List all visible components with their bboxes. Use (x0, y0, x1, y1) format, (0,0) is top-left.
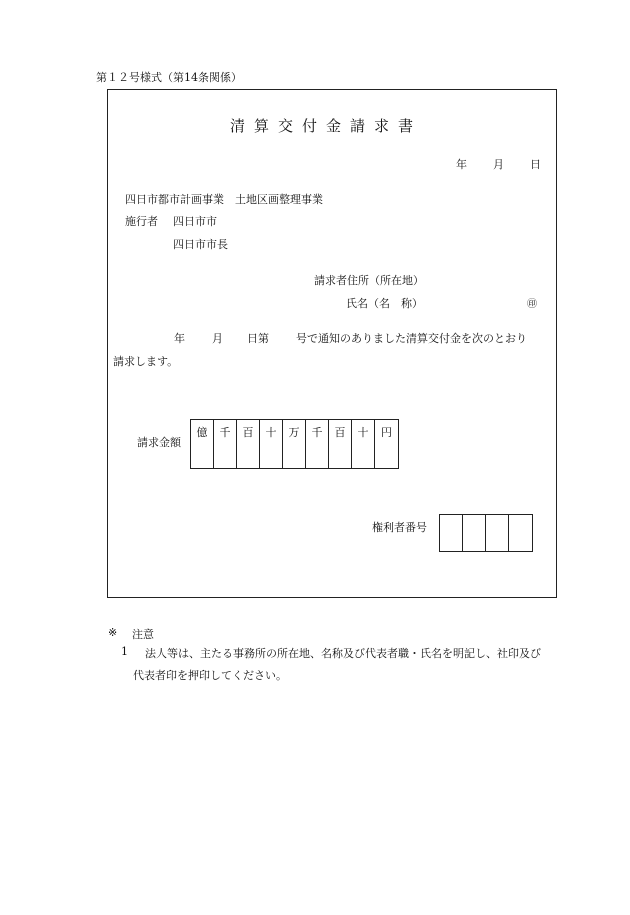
amount-cell[interactable] (260, 420, 283, 468)
date-year-label: 年 (456, 158, 467, 171)
body-line2: 請求します。 (113, 355, 179, 368)
note-number: 1 (121, 645, 128, 658)
amount-unit: 百 (334, 426, 346, 439)
amount-unit: 十 (265, 426, 277, 439)
form-title: 清算交付金請求書 (230, 117, 423, 135)
amount-cell[interactable] (329, 420, 352, 468)
amount-unit: 十 (357, 426, 369, 439)
rights-holder-cell[interactable] (509, 515, 532, 551)
body-month: 月 (212, 332, 223, 345)
claimant-address-label: 請求者住所（所在地） (314, 274, 424, 287)
notes-heading: 注意 (132, 628, 154, 641)
date-day-label: 日 (530, 158, 541, 171)
amount-grid (190, 419, 399, 469)
rights-holder-grid (439, 514, 533, 552)
amount-unit: 万 (288, 426, 300, 439)
rights-holder-cell[interactable] (486, 515, 509, 551)
notes-mark: ※ (108, 626, 118, 639)
rights-holder-cell[interactable] (440, 515, 463, 551)
amount-cell[interactable] (214, 420, 237, 468)
seal-mark: ㊞ (527, 299, 537, 310)
project-name: 四日市都市計画事業 土地区画整理事業 (125, 193, 323, 206)
body-rest: 号で通知のありました清算交付金を次のとおり (296, 332, 527, 345)
amount-unit: 百 (242, 426, 254, 439)
amount-unit: 千 (311, 426, 323, 439)
amount-unit: 千 (219, 426, 231, 439)
body-day-number: 日第 (247, 332, 269, 345)
date-month-label: 月 (493, 158, 504, 171)
implementer-name: 四日市市 (173, 215, 217, 228)
mayor: 四日市市長 (173, 238, 228, 251)
amount-unit: 円 (381, 426, 392, 439)
rights-holder-cell[interactable] (463, 515, 486, 551)
body-year: 年 (174, 332, 185, 345)
note-line-2: 代表者印を押印してください。 (133, 669, 287, 682)
amount-cell[interactable] (306, 420, 329, 468)
amount-cell[interactable] (352, 420, 375, 468)
amount-unit: 億 (196, 426, 208, 439)
amount-cell[interactable] (375, 420, 398, 468)
rights-holder-label: 権利者番号 (372, 521, 427, 534)
amount-cell[interactable] (237, 420, 260, 468)
amount-cell[interactable] (191, 420, 214, 468)
amount-label: 請求金額 (137, 436, 181, 449)
implementer-label: 施行者 (125, 215, 158, 228)
amount-cell[interactable] (283, 420, 306, 468)
form-number: 第１２号様式（第14条関係） (96, 71, 242, 84)
claimant-name-label: 氏名（名 称） (346, 297, 423, 310)
note-line-1: 法人等は、主たる事務所の所在地、名称及び代表者職・氏名を明記し、社印及び (145, 647, 541, 660)
